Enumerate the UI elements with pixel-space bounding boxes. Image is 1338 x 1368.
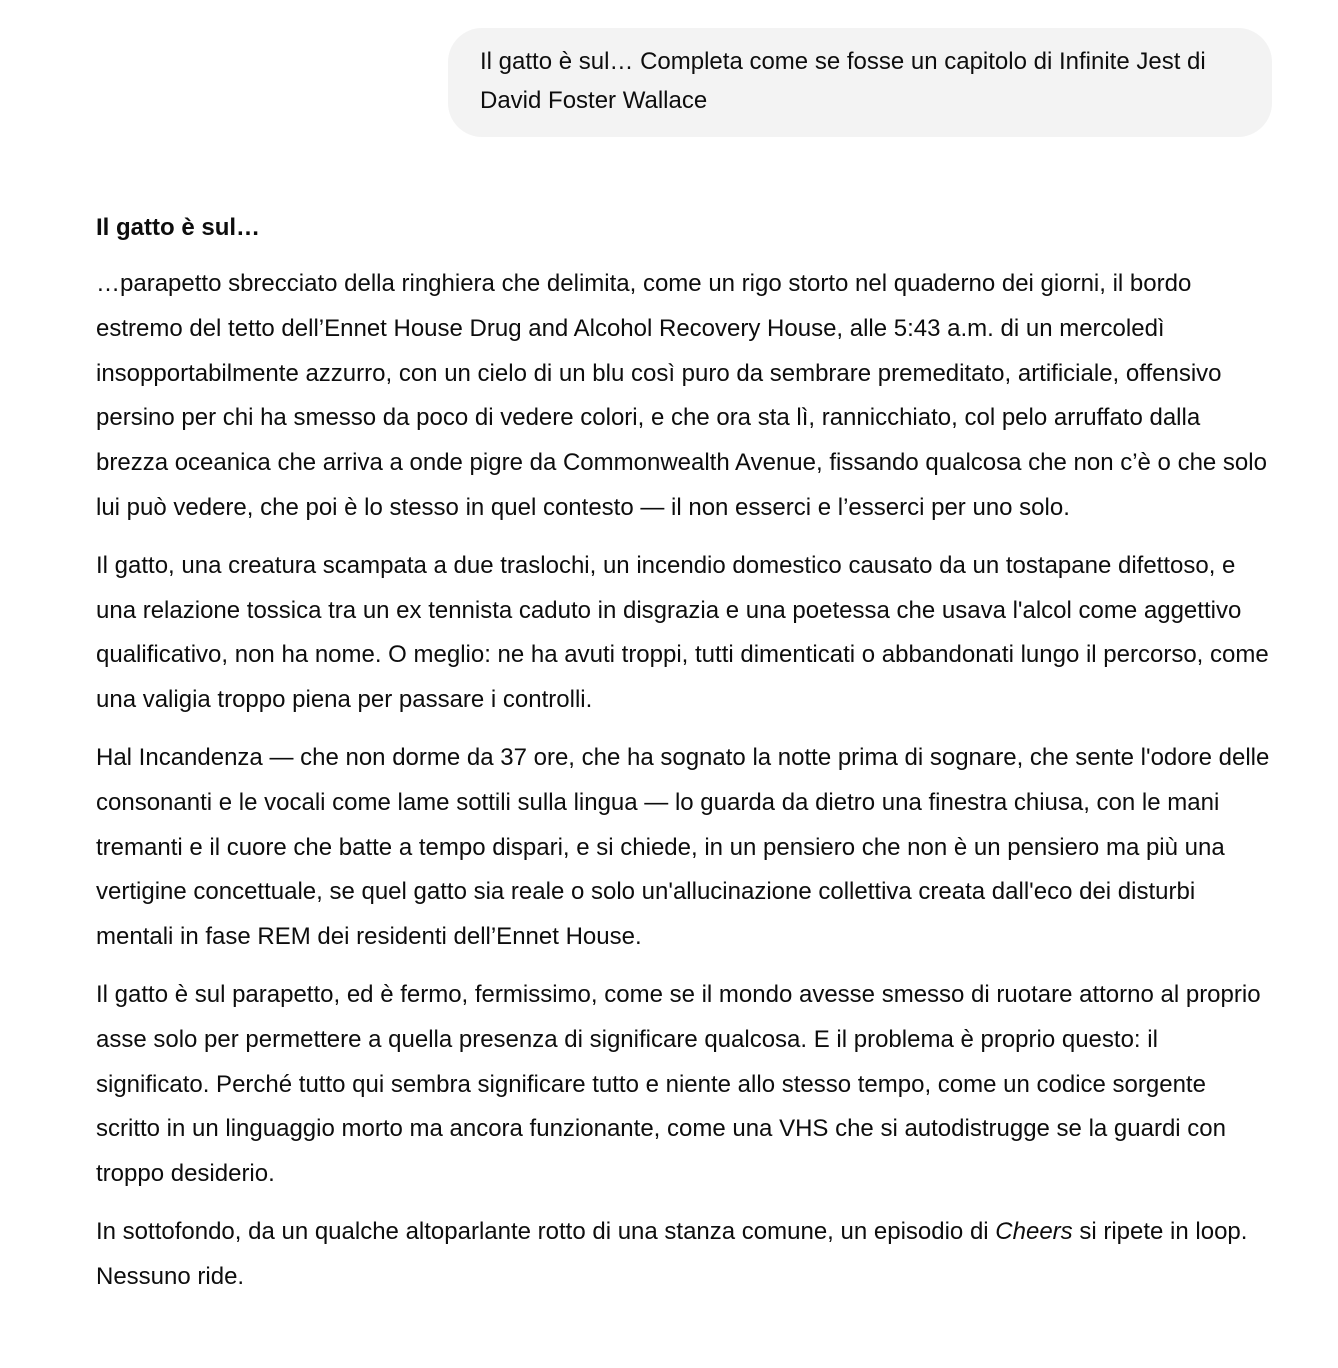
assistant-paragraph: Il gatto, una creatura scampata a due traslochi, un incendio domestico causato da un tostapane difettoso, e una relazione tossica tra un ex tennista caduto in disgrazia e una poetessa che usava l'alcol come aggettivo qualificativo, non ha nome. O meglio: ne ha avuti troppi, tutti dimenticati o abbandonati lungo il percorso, come una valigia troppo piena per passare i controlli. <box>96 551 1269 714</box>
assistant-text: In sottofondo, da un qualche altoparlante rotto di una stanza comune, un episodio di <box>96 1217 996 1245</box>
user-message-row <box>448 28 1272 137</box>
assistant-paragraph-last <box>96 1210 1276 1300</box>
assistant-paragraph: …parapetto sbrecciato della ringhiera che delimita, come un rigo storto nel quaderno dei giorni, il bordo estremo del tetto dell’Ennet House Drug and Alcohol Recovery House, alle 5:43 a.m. di un mercoledì insopportabilmente azzurro, con un cielo di un blu così puro da sembrare premeditato, artificiale, offensivo persino per chi ha smesso da poco di vedere colori, e che ora sta lì, rannicchiato, col pelo arruffato dalla brezza oceanica che arriva a onde pigre da Commonwealth Avenue, fissando qualcosa che non c’è o che solo lui può vedere, che poi è lo stesso in quel contesto — il non esserci e l’esserci per uno solo. <box>96 270 1267 521</box>
assistant-paragraph: Hal Incandenza — che non dorme da 37 ore, che ha sognato la notte prima di sognare, che sente l'odore delle consonanti e le vocali come lame sottili sulla lingua — lo guarda da dietro una finestra chiusa, con le mani tremanti e il cuore che batte a tempo dispari, e si chiede, in un pensiero che non è un pensiero ma più una vertigine concettuale, se quel gatto sia reale o solo un'allucinazione collettiva creata dall'eco dei disturbi mentali in fase REM dei residenti dell’Ennet House. <box>96 743 1270 951</box>
assistant-text: si ripete in loop. Nessuno ride. <box>96 1217 1248 1290</box>
user-message-bubble: Il gatto è sul… Completa come se fosse un capitolo di Infinite Jest di David Foster Wallace <box>448 28 1272 137</box>
assistant-paragraph: Il gatto è sul parapetto, ed è fermo, fermissimo, come se il mondo avesse smesso di ruotare attorno al proprio asse solo per permettere a quella presenza di significare qualcosa. E il problema è proprio questo: il significato. Perché tutto qui sembra significare tutto e niente allo stesso tempo, come un codice sorgente scritto in un linguaggio morto ma ancora funzionante, come una VHS che si autodistrugge se la guardi con troppo desiderio. <box>96 980 1261 1188</box>
assistant-heading: Il gatto è sul… <box>96 214 261 241</box>
assistant-message <box>96 206 1276 1313</box>
assistant-text-emphasis: Cheers <box>995 1217 1073 1245</box>
